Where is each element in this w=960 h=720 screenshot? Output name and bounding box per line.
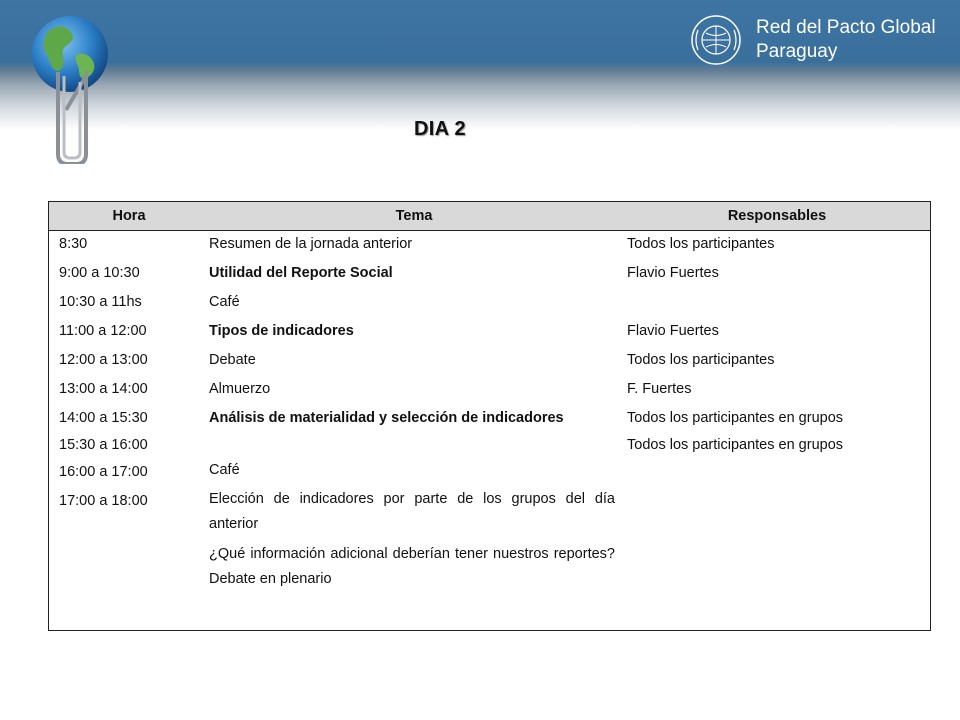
header-hora: Hora bbox=[112, 208, 146, 224]
page-title: DIA 2 bbox=[414, 118, 466, 140]
brand-name: Red del Pacto Global bbox=[756, 17, 936, 38]
tema-cell: Café bbox=[209, 294, 240, 310]
header-tema: Tema bbox=[395, 208, 433, 224]
tema-cell: Análisis de materialidad y selección de indicadores bbox=[209, 410, 564, 426]
tema-cell: Elección de indicadores por parte de los grupos del día anterior bbox=[209, 491, 615, 532]
tema-cell: Tipos de indicadores bbox=[209, 323, 354, 339]
hora-cell: 14:00 a 15:30 bbox=[59, 410, 148, 426]
global-compact-seal-icon bbox=[690, 14, 742, 66]
responsable-cell: Todos los participantes bbox=[627, 236, 775, 252]
hora-cell: 17:00 a 18:00 bbox=[59, 493, 148, 509]
responsable-cell: Todos los participantes en grupos bbox=[627, 410, 844, 426]
brand-country: Paraguay bbox=[756, 41, 838, 62]
tema-cell: Utilidad del Reporte Social bbox=[209, 265, 393, 281]
tema-cell: Café bbox=[209, 462, 240, 478]
globe-paperclip-icon bbox=[28, 14, 112, 164]
brand-logo bbox=[690, 12, 936, 68]
hora-cell: 13:00 a 14:00 bbox=[59, 381, 148, 397]
tema-cell: ¿Qué información adicional deberían tener nuestros reportes? Debate en plenario bbox=[209, 546, 615, 587]
schedule-table bbox=[48, 201, 931, 631]
tema-cell: Almuerzo bbox=[209, 381, 271, 397]
responsable-cell: F. Fuertes bbox=[627, 381, 692, 397]
hora-cell: 11:00 a 12:00 bbox=[59, 323, 147, 339]
responsable-cell: Flavio Fuertes bbox=[627, 323, 719, 339]
hora-cell: 8:30 bbox=[59, 236, 88, 252]
hora-cell: 10:30 a 11hs bbox=[59, 294, 142, 310]
header-responsables: Responsables bbox=[727, 208, 827, 224]
responsable-cell: Todos los participantes bbox=[627, 352, 775, 368]
responsable-cell: Flavio Fuertes bbox=[627, 265, 719, 281]
hora-cell: 16:00 a 17:00 bbox=[59, 464, 148, 480]
hora-cell: 15:30 a 16:00 bbox=[59, 437, 148, 453]
hora-cell: 12:00 a 13:00 bbox=[59, 352, 148, 368]
tema-cell: Debate bbox=[209, 352, 256, 368]
table-header-row bbox=[49, 202, 930, 231]
hora-cell: 9:00 a 10:30 bbox=[59, 265, 140, 281]
responsable-cell: Todos los participantes en grupos bbox=[627, 437, 844, 453]
tema-cell: Resumen de la jornada anterior bbox=[209, 236, 413, 252]
